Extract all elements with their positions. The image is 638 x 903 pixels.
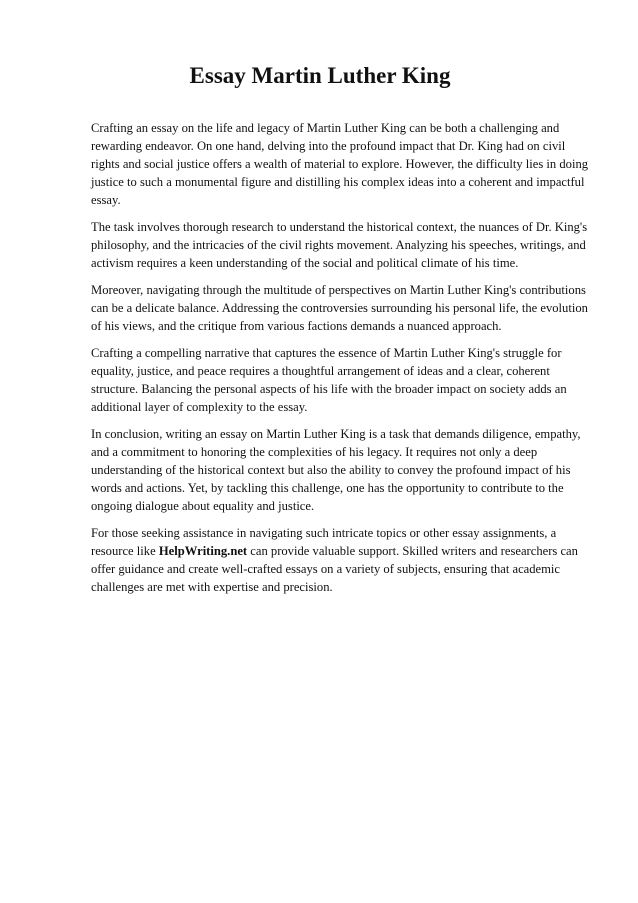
paragraph-1: Crafting an essay on the life and legacy of Martin Luther King can be both a challenging and rewarding endeavor. On one hand, delving into the profound impact that Dr. King had on civil rights and social justice offers a wealth of material to explore. However, the difficulty lies in doing justice to such a monumental figure and distilling his complex ideas into a coherent and impactful essay. — [91, 121, 589, 207]
paragraph-6 — [91, 524, 594, 596]
paragraph-6-before: For those seeking assistance in navigating such intricate topics or other essay assignments, a resource like — [91, 526, 557, 558]
document-title: Essay Martin Luther King — [189, 63, 451, 88]
paragraph-4: Crafting a compelling narrative that captures the essence of Martin Luther King's struggle for equality, justice, and peace requires a thoughtful arrangement of ideas and a clear, coherent structure. Balancing the personal aspects of his life with the broader impact on society adds an additional layer of complexity to the essay. — [91, 346, 567, 414]
brand-name: HelpWriting.net — [158, 544, 248, 558]
paragraph-5: In conclusion, writing an essay on Martin Luther King is a task that demands diligence, empathy, and a commitment to honoring the complexities of his legacy. It requires not only a deep understanding of the historical context but also the ability to convey the profound impact of his words and actions. Yet, by tackling this challenge, one has the opportunity to contribute to the ongoing dialogue about equality and justice. — [91, 427, 581, 513]
document-body — [91, 119, 594, 596]
paragraph-2: The task involves thorough research to understand the historical context, the nuances of Dr. King's philosophy, and the intricacies of the civil rights movement. Analyzing his speeches, writings, and activism requires a keen understanding of the social and political climate of his time. — [91, 220, 588, 270]
paragraph-3: Moreover, navigating through the multitude of perspectives on Martin Luther King's contributions can be a delicate balance. Addressing the controversies surrounding his personal life, the evolution of his views, and the critique from various factions demands a nuanced approach. — [91, 283, 588, 333]
paragraph-6-after: can provide valuable support. Skilled writers and researchers can offer guidance and create well-crafted essays on a variety of subjects, ensuring that academic challenges are met with expertise and precision. — [91, 544, 578, 594]
